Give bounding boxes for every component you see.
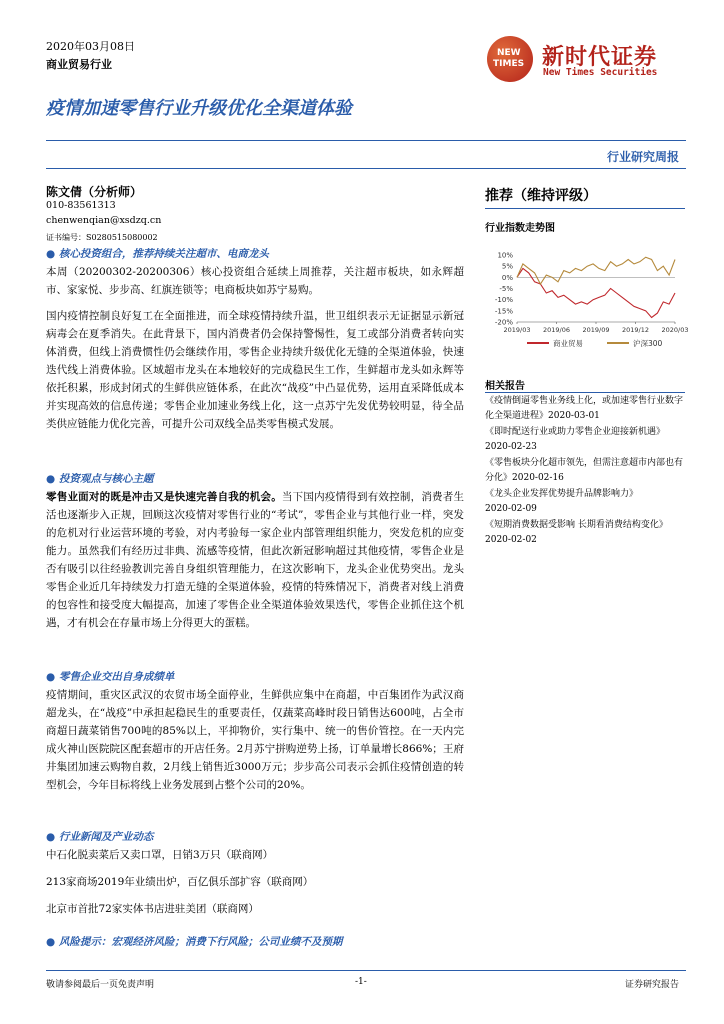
footer-divider <box>46 970 686 971</box>
y-tick-label: 10% <box>497 251 513 260</box>
paragraph: 国内疫情控制良好复工在全面推进，而全球疫情持续升温，世卫组织表示无证据显示新冠病毒会在夏季消失。在此背景下，国内消费者仍会保持警惕性，复工或部分消费者转向实体消费，但线上消费惯性仍会继续作用，零售企业持续升级优化无缝的全渠道体验，快速迭代线上消费体验。区域超市龙头在本地较好的完成稳民生工作，生鲜超市龙头如永辉等依托积累，形成封闭式的生鲜供应链体系，在此次“战疫”中凸显优势，运用直采降低成本并实现高效的信息传递；零售企业加速业务线上化，这一点苏宁先发优势较明显，待全品类供应链能力优化完善，可提升公司双线全品类零售模式发展。 <box>46 310 464 430</box>
y-tick-label: -15% <box>494 307 513 316</box>
series-line-commerce <box>517 268 675 317</box>
paragraph: 零售业面对的既是冲击又是快速完善自我的机会。当下国内疫情得到有效控制，消费者生活也逐渐步入正规，回顾这次疫情对零售行业的“考试”，零售企业与其他行业一样，突发的危机对行业运营环境的考验，对内考验每一家企业内部管理组织能力，突发危机的应变能力。虽然我们有经历过非典、流感等疫情，但此次新冠影响超过其他疫情，零售企业是否有吸引以往经验教训完善自身组织管理能力，在这次影响下，龙头企业优势突出。龙头零售企业近几年持续发力打造无缝的全渠道体验，疫情的特殊情况下，消费者对线上消费的包容性和接受度大幅提高，加速了零售企业全渠道体验效果迭代，零售企业抓住这个机遇，才有机会在存量市场上分得更大的蛋糕。 <box>46 491 465 629</box>
risk-warning: ● 风险提示：宏观经济风险；消费下行风险；公司业绩不及预期 <box>46 936 343 948</box>
related-report[interactable]: 《短期消费数据受影响 长期看消费结构变化》2020-02-02 <box>485 520 668 545</box>
x-tick-label: 2019/03 <box>503 326 531 334</box>
logo-mark-line1: NEW <box>497 48 521 58</box>
section-heading: ● 零售企业交出自身成绩单 <box>46 671 175 683</box>
chart-title: 行业指数走势图 <box>485 223 555 234</box>
index-trend-chart <box>485 250 689 360</box>
y-tick-label: -5% <box>499 285 513 293</box>
section-news <box>46 828 464 918</box>
logo-english-name: New Times Securities <box>543 67 658 78</box>
logo-chinese-name: 新时代证券 <box>542 45 658 70</box>
y-tick-label: 0% <box>501 273 513 282</box>
report-title: 疫情加速零售行业升级优化全渠道体验 <box>46 98 352 119</box>
footer-label: 证券研究报告 <box>624 980 679 990</box>
paragraph: 本周（20200302-20200306）核心投资组合延续上周推荐，关注超市板块，如永辉超市、家家悦、步步高、红旗连锁等；电商板块如苏宁易购。 <box>46 266 464 296</box>
section-views <box>46 470 464 632</box>
related-reports-list <box>485 394 685 549</box>
paragraph-lead: 零售业面对的既是冲击又是快速完善自我的机会。 <box>46 491 282 503</box>
recommendation-rating: 推荐（维持评级） <box>485 188 597 204</box>
legend-label: 沪深300 <box>633 339 663 348</box>
news-item: 北京市首批72家实体书店进驻美团（联商网） <box>46 903 259 915</box>
page-number: -1- <box>355 977 367 987</box>
related-report[interactable]: 《零售板块分化超市领先，但需注意超市内部也有分化》2020-02-16 <box>485 458 684 483</box>
x-tick-label: 2020/03 <box>661 326 689 334</box>
x-tick-label: 2019/06 <box>542 326 571 334</box>
logo-mark-line2: TIMES <box>493 59 525 69</box>
sector-label: 商业贸易行业 <box>46 58 112 71</box>
y-tick-label: -20% <box>494 318 513 327</box>
x-tick-label: 2019/09 <box>582 326 610 334</box>
related-report[interactable]: 《即时配送行业或助力零售企业迎接新机遇》2020-02-23 <box>485 427 666 452</box>
related-report[interactable]: 《龙头企业发挥优势提升品牌影响力》 2020-02-09 <box>485 489 639 514</box>
analyst-cert: 证书编号：S0280515080002 <box>46 233 158 242</box>
report-date: 2020年03月08日 <box>46 40 135 53</box>
logo-mark-icon <box>487 36 533 82</box>
y-tick-label: -10% <box>494 296 513 305</box>
paragraph: 疫情期间，重灾区武汉的农贸市场全面停业，生鲜供应集中在商超，中百集团作为武汉商超龙头，在“战疫”中承担起稳民生的重要责任，仅蔬菜高峰时段日销售达600吨，占全市商超日蔬菜销售700吨的85%以上，平抑物价，实行集中、统一的售价管控。在一天内完成火神山医院院区配套超市的开店任务。2月苏宁拼购逆势上扬，订单量增长866%；王府井集团加速云购物自救，2月线上销售近3000万元；步步高公司表示会抓住疫情创造的转型机会，今年目标将线上业务发展到占整个公司的20%。 <box>46 689 464 791</box>
section-heading: ● 投资观点与核心主题 <box>46 473 154 485</box>
legend-label: 商业贸易 <box>553 339 583 348</box>
news-item: 中石化脱卖菜后又卖口罩，日销3万只（联商网） <box>46 849 274 861</box>
section-results <box>46 668 464 794</box>
section-heading: ● 行业新闻及产业动态 <box>46 831 154 843</box>
footer-disclaimer[interactable]: 敬请参阅最后一页免责声明 <box>46 980 155 990</box>
x-tick-label: 2019/12 <box>621 326 650 334</box>
y-tick-label: 5% <box>501 262 513 271</box>
report-type: 行业研究周报 <box>606 150 679 164</box>
related-divider <box>485 392 685 393</box>
series-line-csi300 <box>517 257 675 284</box>
analyst-name: 陈文倩（分析师） <box>46 185 143 199</box>
section-portfolio <box>46 245 464 433</box>
news-item: 213家商场2019年业绩出炉，百亿俱乐部扩容（联商网） <box>46 876 314 888</box>
rating-divider <box>485 208 685 209</box>
related-report[interactable]: 《疫情倒逼零售业务线上化，或加速零售行业数字化全渠道进程》2020-03-01 <box>485 396 684 421</box>
section-heading: ● 核心投资组合，推荐持续关注超市、电商龙头 <box>46 248 269 260</box>
subheader-divider <box>46 168 686 169</box>
analyst-email[interactable]: chenwenqian@xsdzq.cn <box>46 215 162 226</box>
analyst-phone: 010-83561313 <box>46 200 116 211</box>
related-reports-title: 相关报告 <box>485 381 525 392</box>
header-divider <box>46 140 686 141</box>
section-risk <box>46 933 464 951</box>
brand-logo <box>487 36 687 86</box>
